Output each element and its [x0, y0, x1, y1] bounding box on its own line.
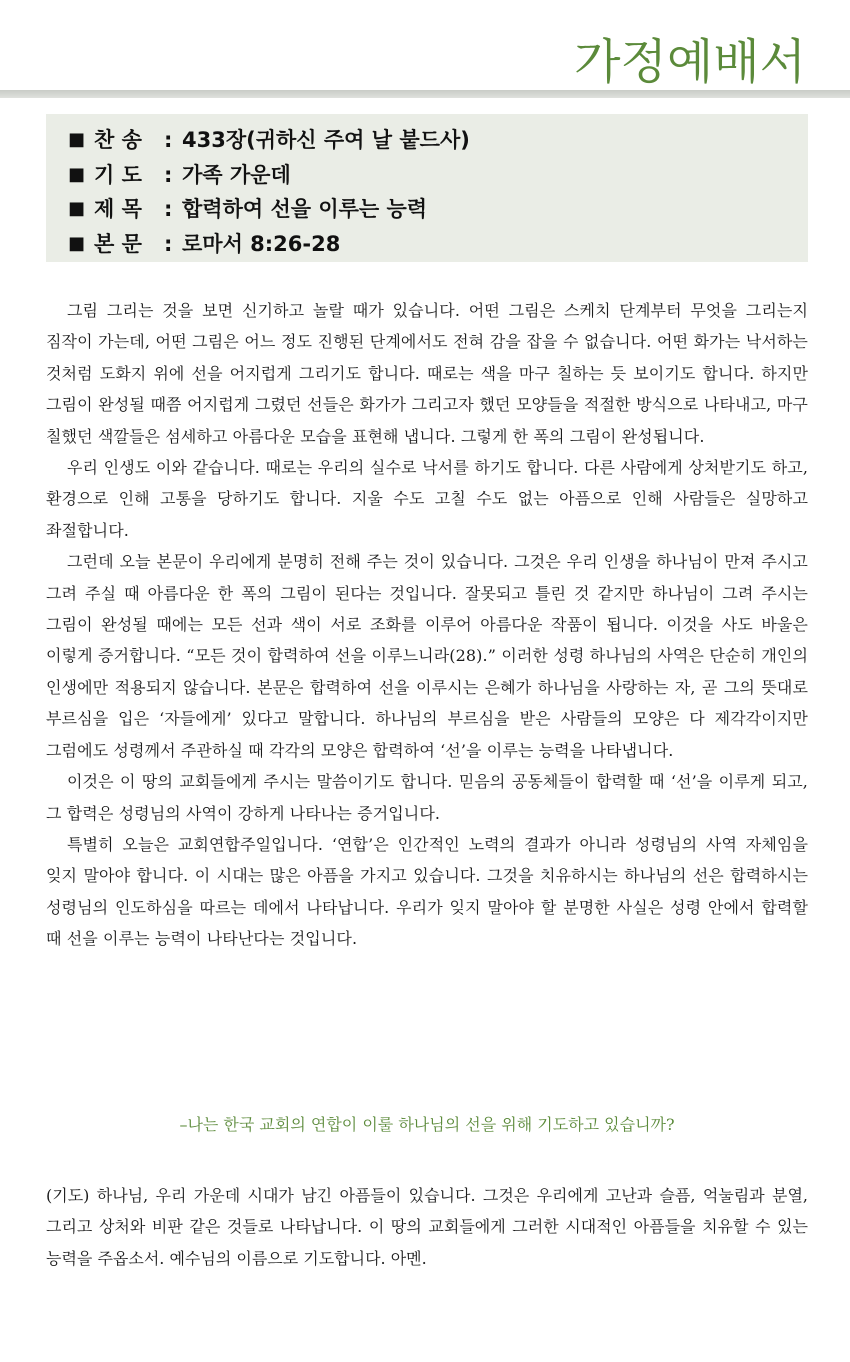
info-colon: : [164, 197, 173, 221]
square-bullet-icon: ■ [68, 129, 86, 150]
body-paragraph: 우리 인생도 이와 같습니다. 때로는 우리의 실수로 낙서를 하기도 합니다. 다른 사람에게 상처받기도 하고, 환경으로 인해 고통을 당하기도 합니다. 지울 수도 고칠 수도 없는 아픔으로 인해 사람들은 실망하고 좌절합니다. [46, 458, 808, 540]
service-info-box [46, 114, 808, 262]
square-bullet-icon: ■ [68, 232, 86, 254]
info-label-subject: 제 목 [94, 197, 142, 221]
info-colon: : [164, 128, 173, 152]
info-label-hymn: 찬 송 [94, 128, 142, 152]
info-row-subject [68, 192, 808, 227]
info-row-prayer [68, 158, 808, 193]
sermon-body [46, 295, 808, 955]
info-row-scripture [68, 227, 808, 262]
body-paragraph: 그림 그리는 것을 보면 신기하고 놀랄 때가 있습니다. 어떤 그림은 스케치 단계부터 무엇을 그리는지 짐작이 가는데, 어떤 그림은 어느 정도 진행된 단계에서도 전혀 감을 잡을 수 없습니다. 어떤 화가는 낙서하는 것처럼 도화지 위에 선을 어지럽게 그리기도 합니다. 때로는 색을 마구 칠하는 듯 보이기도 합니다. 하지만 그림이 완성될 때쯤 어지럽게 그렸던 선들은 화가가 그리고자 했던 모양들을 적절한 방식으로 나타내고, 마구 칠했던 색깔들은 섬세하고 아름다운 모습을 표현해 냅니다. 그렇게 한 폭의 그림이 완성됩니다. [46, 301, 808, 446]
page-title: 가정예배서 [574, 34, 806, 90]
info-value-scripture: 로마서 8:26-28 [182, 231, 341, 256]
title-divider [0, 90, 850, 98]
info-label-scripture: 본 문 [94, 231, 142, 256]
info-value-prayer: 가족 가운데 [182, 162, 291, 187]
info-value-hymn: 433장(귀하신 주여 날 붙드사) [182, 128, 470, 152]
body-paragraph: 이것은 이 땅의 교회들에게 주시는 말씀이기도 합니다. 믿음의 공동체들이 합력할 때 ‘선’을 이루게 되고, 그 합력은 성령님의 사역이 강하게 나타나는 증거입니다. [46, 772, 808, 823]
prayer-text: (기도) 하나님, 우리 가운데 시대가 남긴 아픔들이 있습니다. 그것은 우리에게 고난과 슬픔, 억눌림과 분열, 그리고 상처와 비판 같은 것들로 나타납니다. 이 땅의 교회들에게 그러한 시대적인 아픔들을 치유할 수 있는 능력을 주옵소서. 예수님의 이름으로 기도합니다. 아멘. [46, 1186, 808, 1268]
info-row-hymn [68, 123, 808, 158]
closing-prayer [46, 1180, 808, 1274]
info-colon: : [164, 231, 173, 256]
body-paragraph: 그런데 오늘 본문이 우리에게 분명히 전해 주는 것이 있습니다. 그것은 우리 인생을 하나님이 만져 주시고 그려 주실 때 아름다운 한 폭의 그림이 된다는 것입니다. 잘못되고 틀린 것 같지만 하나님이 그려 주시는 그림이 완성될 때에는 모든 선과 색이 서로 조화를 이루어 아름다운 작품이 됩니다. 이것을 사도 바울은 이렇게 증거합니다. “모든 것이 합력하여 선을 이루느니라(28).” 이러한 성령 하나님의 사역은 단순히 개인의 인생에만 적용되지 않습니다. 본문은 합력하여 선을 이루시는 은혜가 하나님을 사랑하는 자, 곧 그의 뜻대로 부르심을 입은 ‘자들에게’ 있다고 말합니다. 하나님의 부르심을 받은 사람들의 모양은 다 제각각이지만 그럼에도 성령께서 주관하실 때 각각의 모양은 합력하여 ‘선’을 이루는 능력을 나타냅니다. [46, 552, 808, 760]
info-colon: : [164, 162, 173, 187]
reflection-question: –나는 한국 교회의 연합이 이룰 하나님의 선을 위해 기도하고 있습니까? [179, 1115, 675, 1134]
square-bullet-icon: ■ [68, 163, 86, 185]
body-paragraph: 특별히 오늘은 교회연합주일입니다. ‘연합’은 인간적인 노력의 결과가 아니라 성령님의 사역 자체임을 잊지 말아야 합니다. 이 시대는 많은 아픔을 가지고 있습니다. 그것을 치유하시는 하나님의 선은 합력하시는 성령님의 인도하심을 따르는 데에서 나타납니다. 우리가 잊지 말아야 할 분명한 사실은 성령 안에서 합력할 때 선을 이루는 능력이 나타난다는 것입니다. [46, 834, 808, 949]
info-label-prayer: 기 도 [94, 162, 142, 187]
square-bullet-icon: ■ [68, 198, 86, 219]
info-value-subject: 합력하여 선을 이루는 능력 [182, 197, 428, 221]
